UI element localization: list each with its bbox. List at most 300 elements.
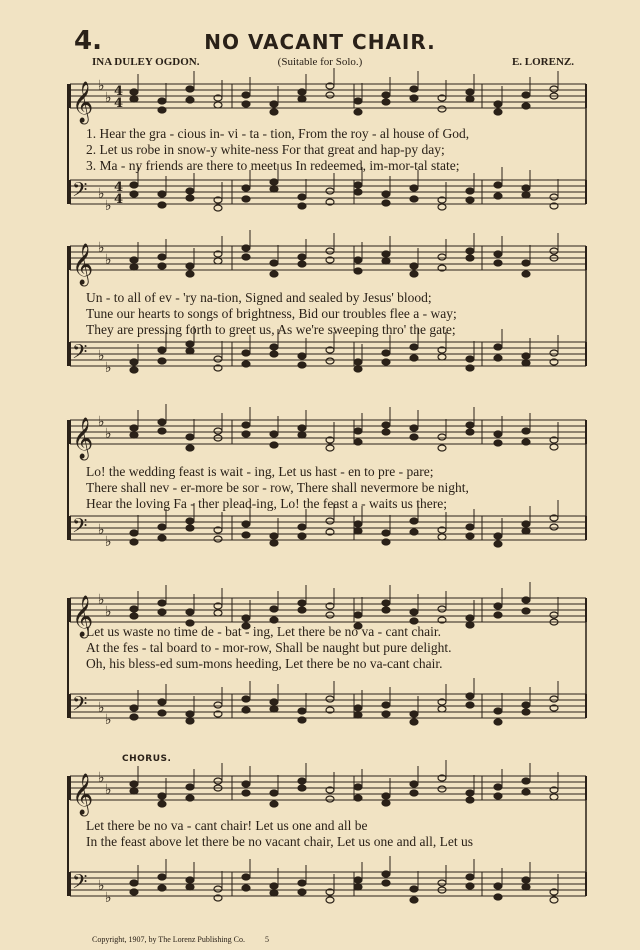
note-head [550,524,558,530]
note-head [186,271,194,277]
note-head [242,361,250,367]
treble-clef-icon: 𝄞 [72,82,94,123]
note-head [270,344,278,350]
note-head [466,524,474,530]
note-head [242,92,250,98]
note-head [494,355,502,361]
note-head [522,185,530,191]
note-head [522,360,530,366]
lyric-line: Let us waste no time de - bat - ing, Let there be no va - cant chair. [86,624,441,639]
note-head [214,610,222,616]
bass-clef-icon: 𝄢 [72,692,88,720]
note-head [158,358,166,364]
flat-icon: ♭ [105,604,112,620]
lyric-line: 1. Hear the gra - cious in- vi - ta - tion, From the roy - al house of God, [86,126,470,141]
note-head [326,796,334,802]
note-head [550,696,558,702]
note-head [354,784,362,790]
note-head [550,612,558,618]
note-head [494,251,502,257]
note-head [494,784,502,790]
note-head [466,790,474,796]
note-head [214,428,222,434]
flat-icon: ♭ [105,890,112,906]
note-head [130,530,138,536]
bass-clef-icon: 𝄢 [72,178,88,206]
note-head [130,257,138,263]
note-head [354,884,362,890]
note-head [298,194,306,200]
note-head [494,883,502,889]
note-head [242,422,250,428]
note-head [270,606,278,612]
note-head [186,784,194,790]
note-head [494,708,502,714]
note-head [130,788,138,794]
note-head [298,785,306,791]
note-head [158,609,166,615]
note-head [158,699,166,705]
note-head [270,442,278,448]
note-head [298,524,306,530]
composer: E. LORENZ. [511,56,574,68]
note-head [550,444,558,450]
note-head [326,897,334,903]
note-head [270,540,278,546]
flat-icon: ♭ [98,592,105,608]
note-head [382,607,390,613]
flat-icon: ♭ [98,186,105,202]
note-head [270,271,278,277]
note-head [494,440,502,446]
note-head [186,348,194,354]
note-head [130,889,138,895]
note-head [186,877,194,883]
lyric-line: At the fes - tal board to - mor-row, Shall be naught but pure delight. [86,640,452,655]
lyric-line: There shall nev - er-more be sor - row, There shall nevermore be night, [86,480,469,495]
page-number: 5 [264,935,269,944]
note-head [186,97,194,103]
note-head [242,885,250,891]
music-system-5 [64,768,590,918]
note-head [382,258,390,264]
lyric-line: Tune our hearts to songs of brightness, Bid our troubles flee a - way; [86,306,457,321]
note-head [522,884,530,890]
note-head [354,612,362,618]
note-head [466,255,474,261]
lyricist: INA DULEY OGDON. [92,56,200,68]
note-head [410,897,418,903]
note-head [382,422,390,428]
note-head [466,248,474,254]
flat-icon: ♭ [105,426,112,442]
note-head [214,778,222,784]
bass-clef-icon: 𝄢 [72,514,88,542]
music-system-1 [64,76,590,226]
note-head [410,781,418,787]
flat-icon: ♭ [98,878,105,894]
note-head [522,709,530,715]
note-head [466,883,474,889]
hymn-number: 4. [74,26,102,56]
note-head [326,248,334,254]
note-head [410,196,418,202]
note-head [242,696,250,702]
note-head [270,706,278,712]
note-head [494,431,502,437]
note-head [158,202,166,208]
note-head [522,428,530,434]
note-head [242,874,250,880]
note-head [158,600,166,606]
note-head [158,107,166,113]
note-head [354,366,362,372]
note-head [522,271,530,277]
note-head [522,702,530,708]
note-head [354,528,362,534]
note-head [130,880,138,886]
note-head [270,883,278,889]
note-head [326,612,334,618]
note-head [270,186,278,192]
note-head [382,191,390,197]
note-head [298,708,306,714]
note-head [242,196,250,202]
note-head [270,351,278,357]
note-head [522,260,530,266]
note-head [522,353,530,359]
note-head [466,96,474,102]
note-head [494,101,502,107]
note-head [494,603,502,609]
flat-icon: ♭ [98,240,105,256]
note-head [382,530,390,536]
note-head [214,258,222,264]
note-head [438,786,446,792]
note-head [438,445,446,451]
note-head [494,344,502,350]
note-head [522,439,530,445]
note-head [410,344,418,350]
note-head [438,606,446,612]
music-system-3 [64,412,590,562]
note-head [410,609,418,615]
note-head [270,890,278,896]
note-head [466,197,474,203]
note-head [494,612,502,618]
note-head [242,615,250,621]
time-signature: 4 [114,180,124,195]
note-head [354,268,362,274]
note-head [550,248,558,254]
treble-clef-icon: 𝄞 [72,774,94,815]
note-head [186,518,194,524]
note-head [158,419,166,425]
note-head [186,711,194,717]
note-head [522,192,530,198]
note-head [438,534,446,540]
note-head [242,245,250,251]
note-head [522,877,530,883]
lyrics-block [86,464,566,512]
note-head [466,533,474,539]
note-head [298,89,306,95]
note-head [382,600,390,606]
note-head [438,354,446,360]
note-head [298,600,306,606]
note-head [466,89,474,95]
note-head [494,793,502,799]
note-head [522,608,530,614]
note-head [326,92,334,98]
note-head [158,191,166,197]
note-head [186,609,194,615]
note-head [382,800,390,806]
note-head [382,429,390,435]
note-head [466,365,474,371]
lyrics-block [86,818,566,850]
note-head [270,179,278,185]
note-head [494,109,502,115]
bass-clef-icon: 𝄢 [72,340,88,368]
note-head [214,886,222,892]
note-head [382,359,390,365]
note-head [298,778,306,784]
note-head [354,189,362,195]
note-head [158,347,166,353]
note-head [410,711,418,717]
note-head [326,696,334,702]
note-head [270,109,278,115]
flat-icon: ♭ [98,700,105,716]
note-head [130,781,138,787]
hymn-title: NO VACANT CHAIR. [204,30,436,54]
note-head [466,874,474,880]
note-head [130,96,138,102]
note-head [270,617,278,623]
lyric-line: In the feast above let there be no vacant chair, Let us one and all, Let us [86,834,474,849]
note-head [438,204,446,210]
note-head [130,89,138,95]
lyric-line: Hear the loving Fa - ther plead-ing, Lo! the feast a - waits us there; [86,496,447,511]
note-head [382,200,390,206]
note-head [130,359,138,365]
copyright-notice: Copyright, 1907, by The Lorenz Publishing Co. [92,935,245,944]
note-head [130,539,138,545]
note-head [270,533,278,539]
note-head [158,885,166,891]
note-head [186,188,194,194]
treble-clef-icon: 𝄞 [72,418,94,459]
note-head [382,99,390,105]
note-head [186,795,194,801]
note-head [130,705,138,711]
note-head [298,889,306,895]
note-head [354,359,362,365]
time-signature: 4 [114,192,124,207]
note-head [270,790,278,796]
note-head [494,260,502,266]
note-head [438,254,446,260]
note-head [382,251,390,257]
music-system-2 [64,238,590,388]
note-head [326,188,334,194]
note-head [410,355,418,361]
note-head [242,781,250,787]
note-head [382,871,390,877]
note-head [242,532,250,538]
note-head [410,790,418,796]
note-head [410,719,418,725]
flat-icon: ♭ [98,348,105,364]
note-head [130,367,138,373]
note-head [186,445,194,451]
note-head [298,353,306,359]
note-head [550,897,558,903]
note-head [354,877,362,883]
treble-clef-icon: 𝄞 [72,244,94,285]
note-head [298,607,306,613]
lyrics-block [86,290,566,338]
bass-clef-icon: 𝄢 [72,870,88,898]
note-head [326,358,334,364]
note-head [522,778,530,784]
note-head [130,191,138,197]
note-head [466,702,474,708]
note-head [466,356,474,362]
note-head [494,894,502,900]
note-head [410,529,418,535]
note-head [410,271,418,277]
note-head [158,263,166,269]
treble-clef-icon: 𝄞 [72,596,94,637]
note-head [298,203,306,209]
note-head [550,350,558,356]
flat-icon: ♭ [105,360,112,376]
note-head [382,702,390,708]
note-head [466,429,474,435]
note-head [186,195,194,201]
note-head [382,793,390,799]
note-head [522,103,530,109]
note-head [214,205,222,211]
lyric-line: 3. Ma - ny friends are there to meet us In redeemed, im-mor-tal state; [86,158,460,173]
lyrics-block [86,126,566,174]
note-head [522,92,530,98]
note-head [130,613,138,619]
note-head [466,693,474,699]
flat-icon: ♭ [105,198,112,214]
note-head [410,425,418,431]
note-head [130,432,138,438]
note-head [354,428,362,434]
note-head [326,518,334,524]
lyric-line: Lo! the wedding feast is wait - ing, Let us hast - en to pre - pare; [86,464,434,479]
note-head [466,797,474,803]
note-head [522,789,530,795]
note-head [382,92,390,98]
note-head [130,714,138,720]
note-head [494,533,502,539]
note-head [410,434,418,440]
note-head [466,615,474,621]
note-head [354,795,362,801]
note-head [298,96,306,102]
flat-icon: ♭ [105,252,112,268]
note-head [242,101,250,107]
note-head [298,261,306,267]
note-head [158,710,166,716]
flat-icon: ♭ [105,782,112,798]
note-head [130,182,138,188]
note-head [550,86,558,92]
note-head [354,439,362,445]
note-head [158,801,166,807]
note-head [494,193,502,199]
note-head [298,717,306,723]
time-signature: 4 [114,84,124,99]
note-head [466,422,474,428]
note-head [550,794,558,800]
music-system-4 [64,590,590,740]
note-head [466,188,474,194]
note-head [242,707,250,713]
note-head [410,886,418,892]
note-head [158,524,166,530]
note-head [522,521,530,527]
note-head [158,793,166,799]
note-head [270,699,278,705]
note-head [382,350,390,356]
chorus-label: CHORUS. [122,754,172,764]
note-head [298,254,306,260]
note-head [438,706,446,712]
note-head [242,431,250,437]
note-head [354,521,362,527]
lyric-line: They are pressing forth to greet us, As we're sweeping thro' the gate; [86,322,456,337]
note-head [186,263,194,269]
note-head [186,884,194,890]
note-head [242,521,250,527]
note-head [354,98,362,104]
note-head [158,535,166,541]
note-head [326,445,334,451]
note-head [354,705,362,711]
note-head [494,719,502,725]
lyric-line: Oh, his bless-ed sum-mons heeding, Let there be no va-cant chair. [86,656,443,671]
note-head [298,432,306,438]
note-head [130,425,138,431]
flat-icon: ♭ [98,770,105,786]
note-head [158,98,166,104]
time-signature: 4 [114,96,124,111]
note-head [270,801,278,807]
flat-icon: ♭ [98,522,105,538]
note-head [298,425,306,431]
note-head [298,533,306,539]
note-head [410,518,418,524]
note-head [214,102,222,108]
note-head [438,434,446,440]
note-head [438,880,446,886]
note-head [494,541,502,547]
flat-icon: ♭ [98,414,105,430]
note-head [410,185,418,191]
note-head [130,606,138,612]
note-head [354,182,362,188]
flat-icon: ♭ [105,90,112,106]
note-head [242,185,250,191]
